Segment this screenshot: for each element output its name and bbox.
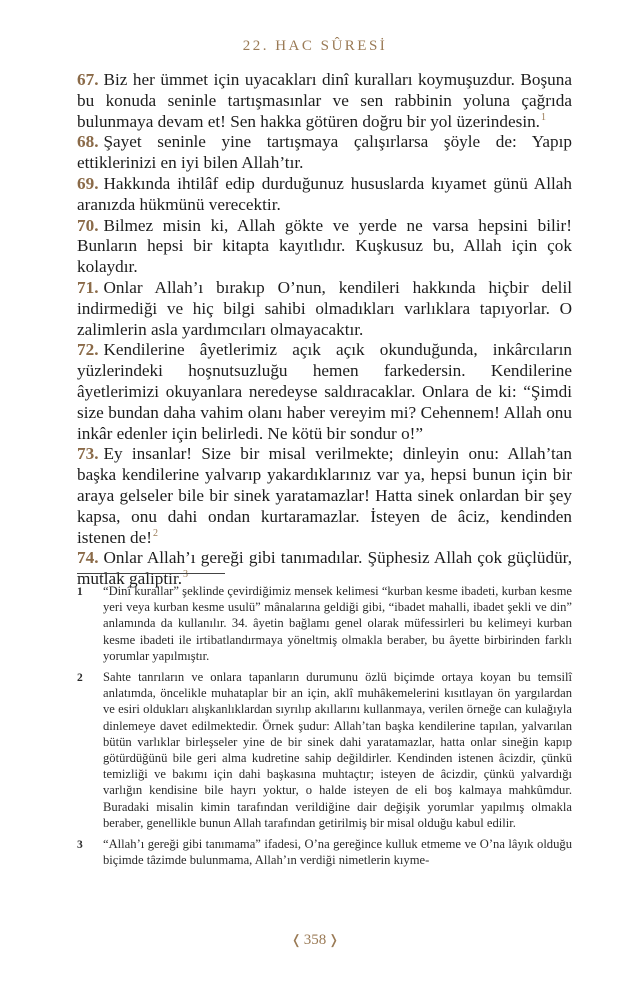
footnote-text: “Dinî kurallar” şeklinde çevirdiğimiz mensek kelimesi “kurban kesme ibadeti, kurban kesme yeri veya kurban kesme usulü” mânalarına geldiği gibi, “ibadet mahalli, ibadet şekli ve din” anlamında da kullanılır. 34. âyetin bağlamı genel olarak müfessirleri bu kelimeyi kurban kesme ibadeti ile irtibatlandırmaya yöneltmiş olmakla beraber, bu âyette birbirinden farklı yorumlar yapılmıştır.: [103, 584, 572, 663]
verse-number: 70.: [77, 215, 99, 235]
footnote-ref[interactable]: 2: [152, 527, 158, 539]
verse-number: 68.: [77, 132, 99, 152]
footnote-number: 2: [77, 672, 83, 685]
verse-70: [77, 216, 572, 278]
footnote-text: “Allah’ı gereği gibi tanımama” ifadesi, O’na gereğince kulluk etmeme ve O’na lâyık olduğu biçimde tâzimde bulunmama, Allah’ın verdiği nimetlerin kıyme-: [103, 837, 572, 868]
page-number: 358: [303, 932, 327, 948]
verse-71: [77, 278, 572, 340]
verse-text: Biz her ümmet için uyacakları dinî kuralları koymuşuzdur. Boşuna bu konuda seninle tartışmasınlar ve sen rabbinin yoluna çağrıda bulunmaya devam et! Sen hakka götüren doğru bir yol üzerindesin.: [77, 70, 572, 131]
footnote-1: [77, 583, 572, 664]
verse-text: Ey insanlar! Size bir misal verilmekte; dinleyin onu: Allah’tan başka kendilerine yalvarıp yakardıklarınız var ya, hepsi bunun için bir araya gelseler bile bir sinek yaratamazlar! Hatta sinek onlardan bir şey kapsa, onu dahi ondan kurtaramazlar. İsteyen de âciz, kendinden istenen de!: [77, 444, 572, 547]
verse-number: 73.: [77, 444, 99, 464]
verse-body: [77, 70, 572, 590]
verse-number: 71.: [77, 277, 99, 297]
verse-text: Hakkında ihtilâf edip durduğunuz hususlarda kıyamet günü Allah aranızda hükmünü verecektir.: [77, 173, 572, 214]
footnote-number: 3: [77, 839, 83, 852]
verse-73: [77, 444, 572, 548]
verse-68: [77, 132, 572, 174]
verse-text: Şayet seninle yine tartışmaya çalışırlarsa şöyle de: Yapıp ettiklerinizi en iyi bilen Allah’tır.: [77, 132, 572, 173]
verse-number: 69.: [77, 173, 99, 193]
verse-text: Onlar Allah’ı bırakıp O’nun, kendileri hakkında hiçbir delil indirmediği ve hiç bilgi sahibi olmadıkları varlıklara tapıyorlar. O zalimlerin asla yardımcıları olmayacaktır.: [77, 277, 572, 339]
verse-text: Onlar Allah’ı gereği gibi tanımadılar. Şüphesiz Allah çok güçlüdür, mutlak galiptir.: [77, 548, 572, 589]
verse-number: 72.: [77, 340, 99, 360]
footnote-ref[interactable]: 1: [540, 111, 546, 123]
footnote-text: Sahte tanrıların ve onlara tapanların durumunu özlü biçimde ortaya koyan bu temsilî anlatımda, öncelikle muhataplar bir an için, aklî muhâkemelerini kısıtlayan ön yargılardan ve esiri oldukları alışkanlıklardan sıyrılıp akıllarını kullanmaya, verilen örneğe can kulağıyla dinlemeye davet edilmektedir. Örnek şudur: Allah’tan başka kendilerine tapılan, yalvarılan bütün varlıklar birleşseler yine de bir sinek dahi yaratamazlar, hatta onlar sineğin kapıp götürdüğünü bile geri alma kudretine sahip değildirler. Kendinden istenen âcizdir, çünkü temizliği ve bakımı için dahi başkasına muhtaçtır; isteyen de âcizdir, çünkü yalvardığı varlığın kendisine bile hayrı yoktur, o halde isteyen de eli boş kalmaya mahkûmdur. Buradaki misalin kimin tarafından verildiğine dair değişik yorumlar yapılmış olmakla beraber, genellikle bunun Allah tarafından getirilmiş bir misal olduğu kabul edilir.: [103, 670, 572, 830]
footnote-divider: [77, 573, 225, 574]
verse-number: 67.: [77, 70, 99, 89]
running-header: 22. HAC SÛRESİ: [242, 38, 388, 54]
footnotes: [77, 583, 572, 873]
verse-67: [77, 70, 572, 132]
verse-text: Kendilerine âyetlerimiz açık açık okunduğunda, inkârcıların yüzlerindeki hoşnutsuzluğu hemen farkedersin. Kendilerine âyetlerimizi okuyanlara neredeyse saldıracaklar. Onlara de ki: “Şimdi size bundan daha vahim olanı haber vereyim mi? Cehennem! Allah onu inkâr edenler için belirledi. Ne kötü bir sondur o!”: [77, 340, 572, 443]
footnote-3: [77, 836, 572, 868]
footnote-number: 1: [77, 586, 83, 598]
ornament-right-icon: ❭: [328, 932, 340, 947]
verse-69: [77, 174, 572, 216]
ornament-left-icon: ❬: [290, 932, 302, 947]
footnote-ref[interactable]: 3: [183, 569, 189, 581]
verse-number: 74.: [77, 548, 99, 568]
verse-text: Bilmez misin ki, Allah gökte ve yerde ne varsa hepsini bilir! Bunların hepsi bir kitapta kayıtlıdır. Kuşkusuz bu, Allah için çok kolaydır.: [77, 215, 572, 277]
footnote-2: [77, 669, 572, 831]
verse-72: [77, 340, 572, 444]
page-footer: [0, 932, 630, 949]
